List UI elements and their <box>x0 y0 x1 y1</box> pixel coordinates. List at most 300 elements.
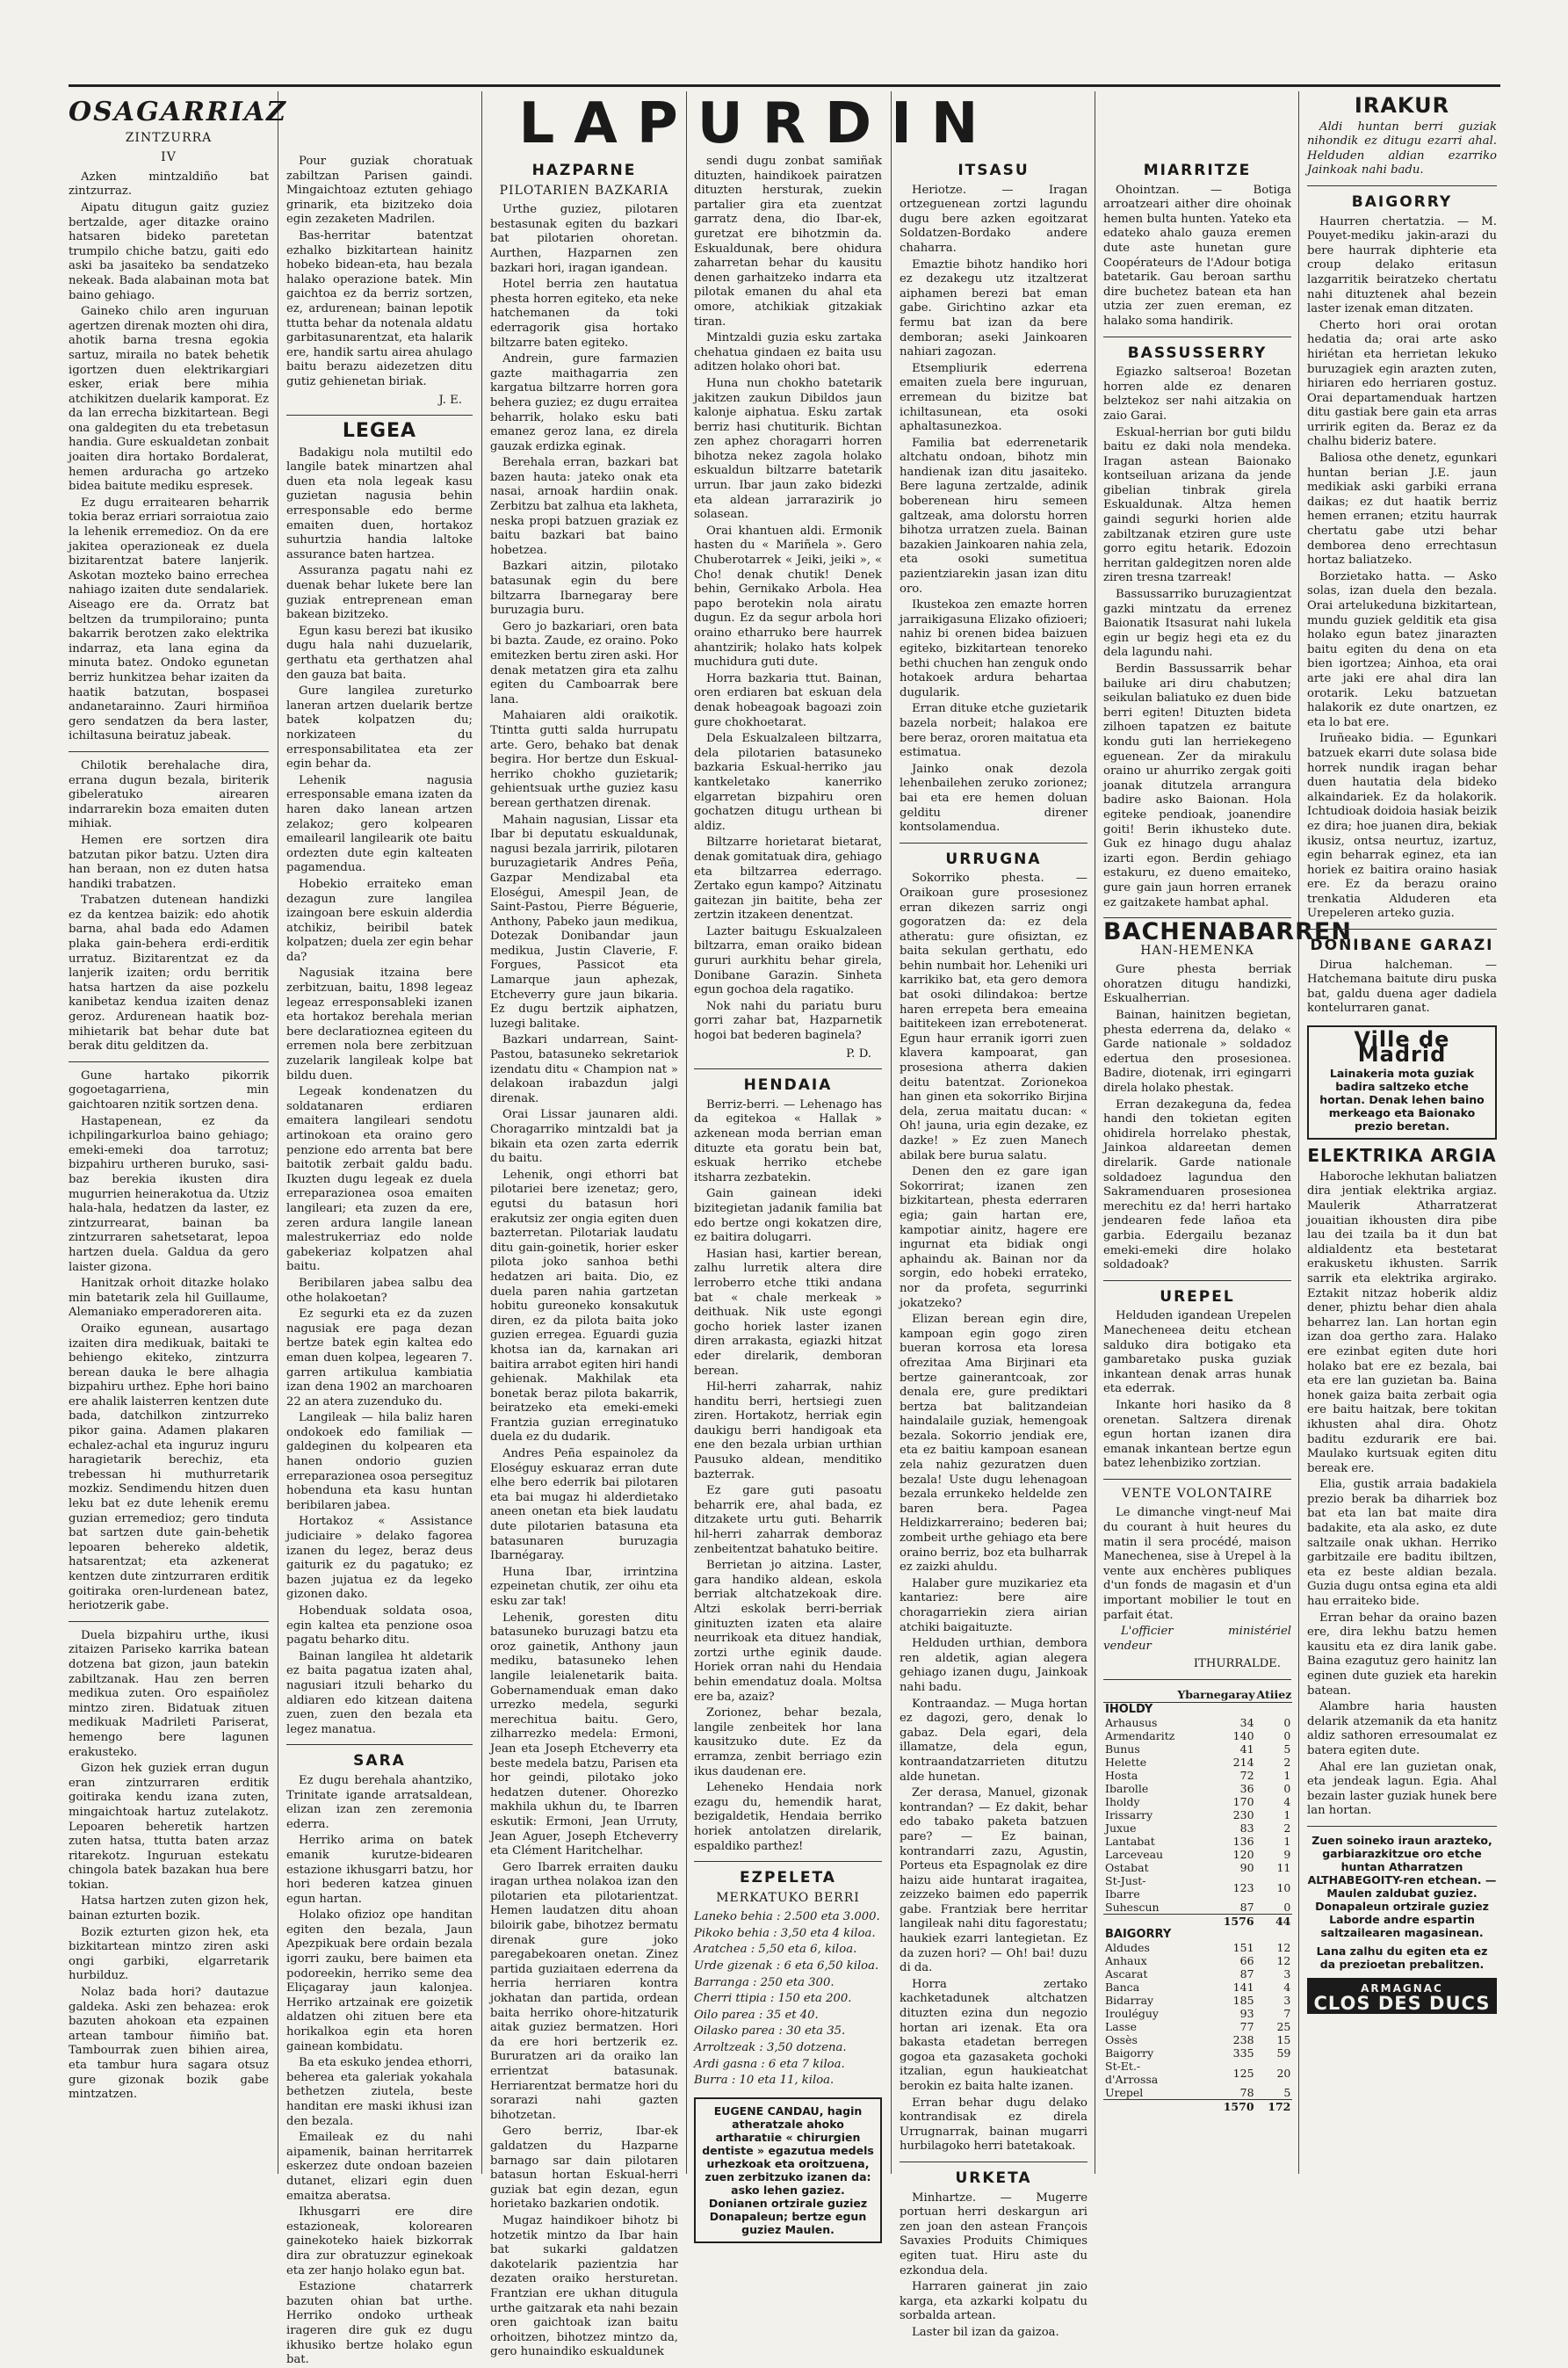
divider <box>69 751 269 752</box>
market-row: Cherri ttipia : 150 eta 200. <box>694 1992 852 2006</box>
paragraph: Baliosa othe denetz, egunkari huntan berian J.E. jaun medikiak aski garbiki errana daikas; ez dut haatik berriz hemen erranen; etzitu haurrak chertatu gabe utzi behar demborea deno errechtasun hortaz baliatzeko. <box>1307 452 1497 568</box>
paragraph: Berriz-berri. — Lehenago has da egitekoa « Hallak » azkenean moda berrian eman dituzte eta goratu bein bat, eskuak herriko etchebe itsharra zezbatekin. <box>694 1097 882 1184</box>
paragraph: Lehenik, ongi ethorri bat pilotariei bere izenetaz; gero, egutsi du batasun hori erakutsiz zer ongia egiten duen bazterretan. Pilotariak laudatu ditu gain-goinetik, horier esker pilota joko sanhoa bethi hedatzen ari baita. Dio, ez duela paren nahia gartzetan hobitu gureoneko konsakutuk diren, ez da pilota baita joko guzien erregea. Eguardi guzia khotsa ian da, karnakan ari baitira arrabot egiten hiri handi gehienak. Makhilak eta bonetak beraz pilota bakarrik, beiratzeko eta emeki-emeki Frantzia guzian erreginatuko duela ez du dudarik. <box>490 1168 678 1445</box>
column-4 <box>694 155 882 2236</box>
paragraph: Hanitzak orhoit ditazke holako min batetarik zela hil Guillaume, Alemaniako emperadoreren aita. <box>69 1277 269 1320</box>
advertisement-candau: EUGENE CANDAU, hagin atheratzale ahoko artharatıie « chirurgien dentiste » egazutua medels urhezkoak eta oroitzuena, zuen zerbitzuko izanen da: asko lehen gaziez. Donianen ortzirale guziez Donapaleun; bertze egun guziez Maulen. <box>694 2097 882 2243</box>
section-title-baigorry: BAIGORRY <box>1351 192 1453 211</box>
results-count: 36 <box>1239 1782 1254 1795</box>
paragraph: Gaineko chilo aren inguruan agertzen direnak mozten ohi dira, ahotik barna tresna egokia sartuz, miraila no batek behetik igortzen duen elektrikargiari esker, eriak bere mihia atchikitzen duelarik kamporat. Ez da lan errecha bizkitartean. Begi ona galdegiten du eta trebetasun handia. Gure eskualdetan zonbait joaiten dira hortako Bordalerat, hemen arduracha go artzeko bidea baitute mediku espresek. <box>69 305 269 494</box>
paragraph: Bozik ezturten gizon hek, eta bizkitartean mintzo ziren aski ongi garbiki, elgarretarik hurbilduz. <box>69 1925 269 1983</box>
paragraph: Familia bat ederrenetarik altchatu ondoan, bihotz min handienak izan ditu jasaiteko. Bere laguna zertzalde, adinik boberenean hiru semeen galtzeak, ama dolorstu horren bihotza urratzen zuela. Bainan bazakien Jainkoaren nahia zela, eta osoki sumetitua pazientziarekin jasan izan ditu oro. <box>900 436 1087 596</box>
article-subtitle: ZINTZURRA <box>125 130 213 145</box>
paragraph: Ez gare guti pasoatu beharrik ere, ahal bada, ez ditzakete urtu guti. Beharrik hil-herri zaharrak demboraz zenbeitentzat bahatuko beitire. <box>694 1484 882 1556</box>
results-commune: Ossès <box>1105 2033 1138 2046</box>
market-row: Burra : 10 eta 11, kiloa. <box>694 2074 835 2088</box>
paragraph: Ikhusgarri ere dire estazioneak, kolorearen gainekoteko haiek bizkorrak dira zur obratuzzur eginekoak eta zer hanjo holako egun bat. <box>286 2205 473 2277</box>
results-commune: Ascarat <box>1105 1967 1148 1981</box>
paragraph: Zer derasa, Manuel, gizonak kontrandan? — Ez dakit, behar edo tabako paketa batzuen pare? — Ez bainan, kontrandarri zazu, Agustin, Porteus eta Espagnolak ez dire haizu aide huntarat iragaitea, zeizzeko baimen edo paperrik gabe. Frantziak bere herritar langileak nahi ditu fagorestatu; haukiek ezarri lantegietan. Ez da zuzen hori? — Oh! bai! duzu di da. <box>900 1786 1087 1975</box>
signature: J. E. <box>438 393 462 407</box>
paragraph: Ez dugu erraitearen beharrik tokia beraz erriari sorraiotua zaio la lehenik erremedioz. On da ere jakitea operazioneak ez duela bizitarentzat batere lanjerik. Askotan mozteko baino errechea nahiago izaiten dute sendalariek. Aiseago ere da. Orratz bat beltzen da trumpiloraino; punta bakarrik berotzen zako elektrika indarraz, eta lana egina da minuta batez. Ondoko egunetan berriz hunkitzea behar izaiten da haatik batzutan, bospasei andanetarainno. Zauri hirmiñoa gero sendatzen da bera laster, ichiltasuna beiratuz jabeak. <box>69 496 269 743</box>
results-row <box>1103 2007 1292 2020</box>
divider <box>1307 185 1497 186</box>
results-commune: Baigorry <box>1105 2046 1154 2060</box>
paragraph: Kontraandaz. — Muga hortan ez dagozi, gero, denak lo gabaz. Dela egari, dela illamatze, dela egun, kontraandatzarrieten ditutzu alde hunetan. <box>900 1697 1087 1784</box>
divider <box>286 415 473 416</box>
vente-signature: L'officier ministériel vendeur <box>1103 1625 1291 1653</box>
section-title-irakur: IRAKUR <box>1354 93 1450 118</box>
paragraph: Halaber gure muzikariez eta kantariez: bere aire choragarriekin ziera airian atchiki baigaituzte. <box>900 1576 1087 1634</box>
masthead: LAPURDIN <box>518 91 998 156</box>
results-commune: Suhescun <box>1105 1901 1160 1914</box>
results-count: 1 <box>1283 1808 1291 1821</box>
results-count: 93 <box>1239 2007 1254 2020</box>
paragraph: Erran behar dugu delako kontrandisak ez direla Urrugnarrak, bainan mugarri hurbilagoko herri batetakoak. <box>900 2096 1087 2154</box>
ad-title: Ville de Madrid <box>1354 1027 1450 1067</box>
section-title-urketa: URKETA <box>955 2169 1032 2187</box>
results-count: 3 <box>1283 1967 1291 1981</box>
results-count: 59 <box>1276 2046 1291 2060</box>
paragraph: Gain gainean ideki bizitegietan jadanik familia bat edo bertze ongi kokatzen dire, ez baitira dolugarri. <box>694 1187 882 1245</box>
results-commune: Helette <box>1105 1756 1147 1769</box>
section-title-hendaia: HENDAIA <box>743 1076 833 1095</box>
baigorry-rows <box>1103 1928 1292 2113</box>
section-title-elektrika: ELEKTRIKA ARGIA <box>1307 1145 1497 1167</box>
section-subtitle: PILOTARIEN BAZKARIA <box>499 183 669 198</box>
paragraph: Egun kasu berezi bat ikusiko dugu hala nahi duzuelarik, gerthatu eta gerthatzen ahal den gauza bat baita. <box>286 624 473 682</box>
results-row <box>1103 1835 1292 1848</box>
paragraph: Helduden urthian, dembora ren aldetik, agian alegera gehiago izanen dugu, Jainkoak nahi badu. <box>900 1637 1087 1694</box>
top-rule <box>69 84 1500 87</box>
results-row <box>1103 1782 1292 1795</box>
results-count: 125 <box>1232 2066 1254 2080</box>
results-header-blank <box>1103 1687 1176 1703</box>
paragraph: Haurren chertatzia. — M. Pouyet-mediku jakin-arazi du bere haurrak diphterie eta croup delako eritasun lazgarritik beiratzeko chertatu nahi dituztenek ahal bezein laster izenak eman ditzaten. <box>1307 214 1497 316</box>
column-1 <box>69 93 288 2176</box>
results-count: 238 <box>1232 2033 1254 2046</box>
paragraph: Pour guziak choratuak zabiltzan Parisen gaindi. Mingaichtoaz eztuten gehiago grinarik, eta bizitzeko doia egin zezaketen Madrilen. <box>286 155 473 227</box>
paragraph: Le dimanche vingt-neuf Mai du courant à huit heures du matin il sera procédé, maison Manechenea, sise à Urepel à la vente aux enchères publiques d'un fonds de magasin et d'un important mobilier le tout en parfait état. <box>1103 1506 1291 1622</box>
paragraph: Beribilaren jabea salbu dea othe holakoetan? <box>286 1276 473 1305</box>
results-row <box>1103 1981 1292 1994</box>
results-count: 12 <box>1276 1941 1291 1954</box>
paragraph: Berehala erran, bazkari bat bazen hauta: jateko onak eta nasai, arnoak hardiin onak. Zerbitzu bat zalhua eta lakheta, neska propi batzuen graziak ez baitu bazkari bat baino hobetzea. <box>490 456 678 557</box>
results-total-row <box>1103 2100 1292 2114</box>
paragraph: Denen den ez gare igan Sokorrirat; izanen zen bizkitartean, phesta ederraren egia; gain hartan ere, kampotiar ainitz, hagere ere ingurnat eta bidiak ongi aphaindu ak. Bainan nor da sorgin, edo hobeki errateko, nor da profeta, segurrinki jokatzeko? <box>900 1165 1087 1310</box>
results-row <box>1103 1967 1292 1981</box>
paragraph: Gero Ibarrek erraiten dauku iragan urthea nolakoa izan den pilotarien eta pilotarientzat. Hemen laudatzen ditu ahoan biloirik gabe, bihotzez bermatu direnak gure joko paregabekoaren onetan. Zinez partida guziaitaen ederrena da herria herriaren kontra jokhatan dan partida, ordean baita herriko ohore-hitzaturik aitak guziez bermatzen. Hori da ere hori bertzerik ez. Bururatzen ari da oraiko lan errientzat batasunak. Herriarentzat bermatze hori du sorarazi nahi gazten bihotzetan. <box>490 1860 678 2122</box>
results-count: 335 <box>1232 2046 1254 2060</box>
section-title-hazparne: HAZPARNE <box>531 162 637 179</box>
paragraph: Estazione chatarrerk bazuten ohian bat urthe. Herriko ondoko urtheak irageren dire guk ez dugu ikhusiko bertze holako egun bat. <box>286 2280 473 2367</box>
results-row <box>1103 2020 1292 2033</box>
paragraph: Nok nahi du pariatu buru gorri zahar bat, Hazparnetik hogoi bat bederen baginela? <box>694 999 882 1043</box>
section-title-miarritze: MIARRITZE <box>1143 162 1252 179</box>
results-commune: Lantabat <box>1105 1835 1155 1848</box>
signature: P. D. <box>846 1046 871 1061</box>
paragraph: Etsempliurik ederrena emaiten zuela bere inguruan, erremean du bizitze bat ichiltasunean, eta osoki aphaltasunezkoa. <box>900 361 1087 434</box>
paragraph: Azken mintzaldiño bat zintzurraz. <box>69 170 269 199</box>
paragraph: Inkante hori hasiko da 8 orenetan. Saltzera direnak egun hortan izanen dira emanak inkantean bertze egun batez lehenbiziko zortzian. <box>1103 1398 1291 1471</box>
section-title-itsasu: ITSASU <box>957 162 1030 179</box>
paragraph: Dela Eskualzaleen biltzarra, dela pilotarien batasuneko bazkaria Eskual-herriko jau kantkeletako kanerriko elgarretan bizpahiru oren gochatzen ditugu urthean bi aldiz. <box>694 732 882 833</box>
paragraph: Oraiko egunean, ausartago izaiten dira medikuak, baitaki te behiengo ekiteko, zintzurra berean dauka le bere alhagia bizpahiru urthez. Ephe hori baino ere ahalik laisterren kentzen dute bada, datchilkon zintzurreko pikor gaina. Adamen plakaren echalez-achal eta inguruz inguru haragietarik berechiz, eta trebessan hi muthurretarik mozkiz. Sendimendu hitzen duen leku bat ez dute lehenik eremu guzian erremedioz; gero tinduta bat sartzen dute gain-behetik lepoaren behereko aldetik, hatsarentzat; eta azkenerat kentzen dute zintzurraren erditik goitiraka oren-lurdenean batez, heriotzerik gabe. <box>69 1322 269 1613</box>
paragraph: Mahaiaren aldi oraikotik. Ttintta gutti salda hurrupatu arte. Gero, behako bat denak begira. Hor bertze dun Eskual-herriko chokho guzietarik; gehientsuak urthe guziez kasu berean gerthatzen direnak. <box>490 709 678 810</box>
results-count: 10 <box>1276 1880 1291 1894</box>
results-count: 83 <box>1239 1821 1254 1835</box>
paragraph: Orai khantuen aldi. Ermonik hasten du « Mariñela ». Gero Chuberotarrek « Jeiki, jeiki », « Cho! denak chutik! Denek behin, Gernikako Arbola. Hea papo berotekin nola airatu dugun. Ez da segur arbola hori oraino etharruko bere haurrek ahantzirik; holako hats kolpek muchidura guti dute. <box>694 524 882 670</box>
results-row <box>1103 1941 1292 1954</box>
paragraph: Cherto hori orai orotan hedatia da; orai arte asko hiriétan eta herrietan lekuko buruzagiek egin arazten zuten, hiriaren edo herriaren gostuz. Orai departamenduak hartzen ditu gastiak bere gain eta arras urririk egiten da. Beraz ez da chalhu bideriz batere. <box>1307 318 1497 449</box>
paragraph: Hortakoz « Assistance judiciaire » delako fagorea izanen du legez, beraz deus gaiturik ez du pagatuko; ez bazen jujatua ez da legeko gizonen dako. <box>286 1515 473 1602</box>
column-6 <box>1103 155 1352 2176</box>
results-count: 230 <box>1232 1808 1254 1821</box>
advertisement-althabegoity: Zuen soineko iraun arazteko, garbiarazkitzue oro etche huntan Atharratzen ALTHABEGOITY-ren etchean. — Maulen zaldubat guziez. Donapaleun ortzirale guziez Laborde andre espartin saltzailearen magasinean. <box>1307 1833 1497 1939</box>
results-count: 34 <box>1239 1716 1254 1729</box>
results-commune: Banca <box>1105 1981 1140 1994</box>
results-count: 151 <box>1232 1941 1254 1954</box>
paragraph: Ohointzan. — Botiga arroatzeari aither dire ohoinak hemen bulta hunten. Yateko eta edateko ahalo gauza eremen dute aste hunetan gure Coopérateurs de l'Adour botiga batetarik. Gau beroan sarthu dire buchetez batean eta han utzia zer zuen ereman, ez halako soma handirik. <box>1103 183 1291 328</box>
results-row <box>1103 1742 1292 1756</box>
results-count: 214 <box>1232 1756 1254 1769</box>
paragraph: Bainan langilea ht aldetarik ez baita pagatua izaten ahal, nagusiari itzuli beharko du aldiaren edo kitzean daitena zuen, zuen den bezala eta legez manatua. <box>286 1649 473 1736</box>
section-title-ezpeleta: EZPELETA <box>740 1869 836 1887</box>
results-total: 172 <box>1256 2100 1293 2114</box>
results-commune: Ibarolle <box>1105 1782 1149 1795</box>
paragraph: Ez segurki eta ez da zuzen nagusiak ere paga dezan bertze batek egin kaltea edo eman duen kolpea, legearen 7. garren artikulua kambiatia izan dena 1902 an marchoaren 22 an atera zuzenduko du. <box>286 1307 473 1408</box>
paragraph: Iruñeako bidia. — Egunkari batzuek ekarri dute solasa bide horrek nundik iragan behar duen hautatia dela bideko alkaindariek. Ez da holakorik. Ichtudioak doidoia hasiak beizik ez dira; hoe juanen dira, bekiak ikusiz, ontsa neurtuz, izartuz, egin beharrak eginez, eta ian horiek ez baitira oraino hasiak ere. Ez da berazu oraino trenkatia Alduderen eta Urepeleren arteko guzia. <box>1307 732 1497 921</box>
section-title-urepel: UREPEL <box>1160 1287 1235 1306</box>
paragraph: Erran dituke etche guzietarik bazela norbeit; halakoa ere bere beraz, ororen maitatua eta estimatua. <box>900 702 1087 760</box>
results-count: 2 <box>1283 1821 1291 1835</box>
paragraph: Hastapenean, ez da ichpilingarkurloa baino gehiago; emeki-emeki doa tarrotuz; bizpahiru urtheren buruko, sasi-baz berekia ikusten dira mugurrien heinerakotua da. Utziz hala-hala, hedatzen da laster, ez zintzurrearat, bainan ba zintzurraren sahetsetarat, lepoa hartzen duela. Galdua da gero laister gizona. <box>69 1114 269 1274</box>
results-count: 7 <box>1283 2007 1291 2020</box>
paragraph: Elia, gustik arraia badakiela prezio berak ba diharriek boz bat eta lan bat maite dira badakite, eta ala asko, ez dute saltzaile onak ukhan. Herriko garbitzaile ere baditu ibiltzen, eta ez beste aldian bezala. Guzia dugu ontsa egina eta aldi hau erraiteko bide. <box>1307 1478 1497 1609</box>
paragraph: Aipatu ditugun gaitz guziez bertzalde, ager ditazke oraino hatsaren bideko paretetan trumpilo chiche batzu, gaiti edo aski ba jasaiteko ba sendatzeko nekeak. Bada alabainan mota bat baino gehiago. <box>69 200 269 302</box>
market-row: Ardi gasna : 6 eta 7 kiloa. <box>694 2057 845 2071</box>
results-commune: Lasse <box>1105 2020 1137 2033</box>
paragraph: Sokorriko phesta. — Oraikoan gure prosesionez erran dikezen sarriz ongi gogoratzen da: ez dela atheratu: gure ofisiztan, ez baita sekulan gerthatu, edo behin numbait hor. Leheniki uri karrikiko bat, eta gero demora bat osoki dilindakoa: bertze haren errepeta bera emeaina baititekeen izan errebotenerat. Egun haur erranik igorri zuen klavera kampoarat, gan prosesiona atherra dakien deitu batentzat. Zorionekoa han ginen eta sokorriko Birjina dela, zerua maitatu ducan: « Oh! jauna, uria egin dezake, ez dazke! » Ez zuen Manech abilak bere burua salatu. <box>900 872 1087 1162</box>
paragraph: Aldi huntan berri guziak nihondik ez ditugu ezarri ahal. Helduden aldian ezarriko Jainkoak nahi badu. <box>1307 119 1497 177</box>
paragraph: Nagusiak itzaina bere zerbitzuan, baitu, 1898 legeaz legeaz erresponsableki izanen eta hortakoz berehala merian bere declaratioznea egiteen du erremen nola bere zerbitzuan zuzelarik langileak kolpe bat bildu duen. <box>286 967 473 1083</box>
election-results-table <box>1103 1687 1292 2113</box>
paragraph: Lehenik, goresten ditu batasuneko buruzagi batzu eta oroz gainetik, Anthony jaun mediku, batasuneko lehen langile leialenetarik baita. Gobernamenduak eman dako urrezko medela, segurki merechitua baitu. Gero, zilharrezko medela: Ermoni, Jean eta Joseph Etcheverry eta beste medela batzu, Parisen eta hor geindi, pilotako joko hedatzen dutener. Ohorezko makhila ukhun du, te Ibarren eskutik: Ermoni, Jean Urruty, Jean Aguer, Joseph Etcheverry eta Clément Haritchelhar. <box>490 1611 678 1858</box>
newspaper-page <box>69 84 1500 2367</box>
section-title-urrugna: URRUGNA <box>945 850 1042 868</box>
market-prices <box>694 1910 882 2089</box>
results-count: 90 <box>1239 1861 1254 1874</box>
paragraph: Hemen ere sortzen dira batzutan pikor batzu. Uzten dira han beraan, non ez duten hatsa handiki trabatzen. <box>69 833 269 891</box>
results-count: 140 <box>1232 1729 1254 1742</box>
results-count: 141 <box>1232 1981 1254 1994</box>
results-count: 1 <box>1283 1835 1291 1848</box>
paragraph: Ikustekoa zen emazte horren jarraikigasuna Elizako ofizioeri; nahiz bi orenen bidea baizuen egiteko, bizkitartean tenoreko bethi chuchen han zenguk ondo hotakoek ardura behartaa dugularik. <box>900 598 1087 699</box>
results-count: 87 <box>1239 1901 1254 1914</box>
results-count: 87 <box>1239 1967 1254 1981</box>
ad-body: Lainakeria mota guziak badira saltzeko etche hortan. Denak lehen baino merkeago eta Baionako prezio beretan. <box>1319 1067 1485 1133</box>
paragraph: Ba eta eskuko jendea ethorri, beherea eta galeriak yokahala bethetzen ziutela, beste handitan ere maski ikhusi izan den bezala. <box>286 2056 473 2128</box>
column-2 <box>286 155 473 2367</box>
results-total-label <box>1103 1915 1176 1929</box>
vente-title: VENTE VOLONTAIRE <box>1122 1486 1273 1501</box>
iholdy-rows <box>1103 1703 1292 1929</box>
paragraph: Emaztie bihotz handiko hori ez dezakegu utz itzaltzerat aiphamen berezi bat eman gabe. Girichtino azkar eta fermu bat izan da bere demboran; aseki Jainkoaren nahiari zagozan. <box>900 257 1087 359</box>
column-rule <box>686 91 687 2174</box>
results-row <box>1103 1769 1292 1782</box>
results-row <box>1103 1716 1292 1729</box>
results-total: 1570 <box>1176 2100 1255 2114</box>
paragraph: Herriko arima on batek emanik kurutze-bidearen estazione ikhusgarri batzu, hor hori bederen katzea ginuen egun hartan. <box>286 1834 473 1906</box>
results-count: 120 <box>1232 1848 1254 1861</box>
results-count: 136 <box>1232 1835 1254 1848</box>
column-7 <box>1307 93 1497 2176</box>
armagnac-ad <box>1307 1978 1497 2014</box>
results-count: 5 <box>1283 2086 1291 2099</box>
paragraph: Legeak kondenatzen du soldatanaren erdiaren emaitera langileari sendotu artinokoan eta oraino gero penzione edo arrenta bat bere baitotik zerbait galdu badu. Ikuzten dugu legeak ez duela erreparazionea osoa emaiten langileari; eta zuzen da ere, zeren ardura langile lanean malestrukerriaz edo nolde gabekeriaz kolpatzen ahal baitu. <box>286 1085 473 1274</box>
paragraph: Zorionez, behar bezala, langile zenbeitek hor lana kausitzuko dute. Ez da erramza, zenbit berriago ezin ikus daudenan ere. <box>694 1706 882 1778</box>
results-count: 0 <box>1283 1716 1291 1729</box>
paragraph: Mugaz haindikoer bihotz bi hotzetik mintzo da Ibar hain bat sukarki galdatzen dakotelarik pazientzia har dezaten oraiko hersturetan. Frantzian ere ukhan ditugula urthe gaitzarak eta nahi bezain oren gaichtoak izan baitu orhoitzen, bihotzez mintzo da, gero hunaindiko eskualdunek <box>490 2213 678 2359</box>
results-count: 3 <box>1283 1994 1291 2007</box>
market-row: Aratchea : 5,50 eta 6, kiloa. <box>694 1943 857 1957</box>
paragraph: Orai Lissar jaunaren aldi. Choragarriko mintzaldi bat ja bikain eta ozen zarta ederrik du baitu. <box>490 1108 678 1166</box>
section-title-sara: SARA <box>353 1752 406 1771</box>
paragraph: Biltzarre horietarat bietarat, denak gomitatuak dira, gehiago eta biltzarrea ederrago. Zertako egun kampo? Aitzinatu gaitezan jin baitite, beha zer zertzin itzakeen denentzat. <box>694 836 882 923</box>
column-rule <box>1298 91 1299 2174</box>
paragraph: Gure langilea zureturko laneran artzen duelarik bertze batek kolpatzen du; norkizateen du erresponsabilitatea eta zer egin behar da. <box>286 684 473 771</box>
results-count: 77 <box>1239 2020 1254 2033</box>
paragraph: Gune hartako pikorrik gogoetagarriena, min gaichtoaren nzitik sortzen dena. <box>69 1068 269 1112</box>
column-rule <box>891 91 892 2174</box>
section-subtitle: HAN-HEMENKA <box>1140 943 1254 958</box>
divider <box>1103 1479 1291 1480</box>
results-header-b: Atiiez <box>1256 1688 1292 1701</box>
paragraph: Berrietan jo aitzina. Laster, gara handiko aldean, eskola berriak altchatzekoak dire. Altzi eskolak berri-berriak ginituzten izaten eta alaire neurrikoak eta dituez handiak, zortzi urthe eginik daude. Horiek orran nahi du Hendaia behin emendatuz doala. Moltsa ere ba, azaiz? <box>694 1559 882 1704</box>
paragraph: Hasian hasi, kartier berean, zalhu lurretik altera dire lerroberro etche ttiki andana bat « chale merkeak » deithuak. Nik uste egongi gocho horiek laster izanen diren arrakasta, egiazki hitzat eder direlarik, demboran berean. <box>694 1247 882 1378</box>
results-total-row <box>1103 1915 1292 1929</box>
market-row: Arroltzeak : 3,50 dotzena. <box>694 2041 847 2055</box>
results-row <box>1103 1848 1292 1861</box>
paragraph: Ez dugu berehala ahantziko, Trinitate igande arratsaldean, elizan izan zen zeremonia ederra. <box>286 1773 473 1831</box>
results-row <box>1103 1808 1292 1821</box>
results-count: 170 <box>1232 1795 1254 1808</box>
paragraph: Horra bazkaria ttut. Bainan, oren erdiaren bat eskuan dela denak hobeagoak bagoazi zoin gure chokhoetarat. <box>694 671 882 729</box>
paragraph: Lazter baitugu Eskualzaleen biltzarra, eman oraiko bidean gururi aurkhitu behar girela, Donibane Garazin. Sinheta egun gochoa dela ragatiko. <box>694 924 882 997</box>
results-count: 0 <box>1283 1901 1291 1914</box>
results-commune: Anhaux <box>1105 1954 1147 1967</box>
paragraph: Leheneko Hendaia nork ezagu du, hemendik harat, bezigaldetik, Hendaia berriko horiek antolatzen direlarik, espaldiko parthez! <box>694 1781 882 1853</box>
results-commune: Iholdy <box>1105 1795 1140 1808</box>
divider <box>900 843 1087 844</box>
section-subtitle: MERKATUKO BERRI <box>716 1890 860 1905</box>
divider <box>1307 1826 1497 1827</box>
article-title: OSAGARRIAZ <box>69 97 288 127</box>
paragraph: Harraren gainerat jin zaio karga, eta azkarki kolpatu du sorbalda artean. <box>900 2280 1087 2323</box>
market-row: Barranga : 250 eta 300. <box>694 1975 835 1989</box>
results-total: 1576 <box>1176 1915 1255 1929</box>
results-count: 0 <box>1283 1729 1291 1742</box>
paragraph: Hotel berria zen hautatua phesta horren egiteko, eta neke hatchemanen da toki ederragorik gisa hortako biltzarre baten egiteko. <box>490 278 678 350</box>
results-count: 66 <box>1239 1954 1254 1967</box>
results-commune: Arhausus <box>1105 1716 1158 1729</box>
paragraph: Gero jo bazkariari, oren bata bi bazta. Zaude, ez oraino. Poko emitezken bertu ziren aski. Hor denak metatzen gira eta zalhu egiten du Camboarrak bere lana. <box>490 619 678 706</box>
results-section-iholdy: IHOLDY <box>1105 1703 1153 1716</box>
paragraph: Eskual-herrian bor guti bildu baitu ez daki nola mendeka. Iragan astean Baionako kontseiluan arizana da jende gibelian tinbrak girela Eskualdunak. Altza hemen gaindi segurki horien alde zabiltzanak etziren gure uste gorro egitu hetarik. Edozoin herritan galdegitzen noren alde ziren tresna tzarreak! <box>1103 425 1291 585</box>
paragraph: Bas-herritar batentzat ezhalko bizkitartean hainitz hobeko bidean-eta, hau bezala halako operazione batek. Min gaichtoa ez da berriz sortzen, ez, ardurenean; bainan lepotik ttutta behar da notenala aldatu garbitasunarentzat, eta halarik ere, handik sartu airea ahulago baitu berazu aidezetzen ditu gutiz gehienetan biriak. <box>286 228 473 388</box>
market-row: Oilo parea : 35 et 40. <box>694 2008 819 2022</box>
paragraph: Holako ofizioz ope handitan egiten den bezala, Jaun Apezpikuak bere ordain bezala igorri zauku, bere baimen eta podoreekin, herriko seme dea Eliçagaray jaun kalonjea. Herriko artzainak ere goizetik aldatzen ohi zituen bere eta horikalkoa egin eta horen gainean kombidatu. <box>286 1908 473 2053</box>
paragraph: Bainan, hainitzen begietan, phesta ederrena da, delako « Garde nationale » soldadoz edertua den prosesionea. Badire, diotenak, irri egingarri direla holako phestak. <box>1103 1009 1291 1096</box>
results-count: 4 <box>1283 1981 1291 1994</box>
results-count: 1 <box>1283 1769 1291 1782</box>
column-3 <box>490 155 678 2359</box>
paragraph: Gero berriz, Ibar-ek galdatzen du Hazparne barnago sar dain pilotaren batasun hortan Eskual-herri guziak bat egin dezan, egun horietako bazkarien ondotik. <box>490 2125 678 2212</box>
results-header-a: Ybarnegaray <box>1177 1688 1255 1701</box>
vente-signer: ITHURRALDE. <box>1193 1657 1281 1671</box>
paragraph: Huna Ibar, irrintzina ezpeinetan chutik, zer oihu eta esku zar tak! <box>490 1565 678 1608</box>
paragraph: Bassussarriko buruzagientzat gazki mintzatu da errenez Baionatik Itsasurat nahi lukela egin ur begiz hegi eta ez du dela lagundu nahi. <box>1103 588 1291 660</box>
results-count: 185 <box>1232 1994 1254 2007</box>
results-row <box>1103 2046 1292 2060</box>
paragraph: Gure phesta berriak ohoratzen ditugu handizki, Eskualherrian. <box>1103 963 1291 1006</box>
results-commune: Hosta <box>1105 1769 1138 1782</box>
results-count: 78 <box>1239 2086 1254 2099</box>
divider <box>286 1744 473 1745</box>
paragraph: Haboroche lekhutan baliatzen dira jentiak elektrika argiaz. Maulerik Atharratzerat jouaitian ikhousten dira pibe lau dei tzaila ba it dun bat aldialdentz eta bestetarat erakusketu ikhusten. Sarrik sarrik eta elektrika argirako. Eztakit nitzaz hoberik aldiz dener, phiztu behar dien ahala beharrez lan. Lan hortan egin izan doa gertho zara. Halako ere ezinbat egiten dute hori holako bat ere ez bezala, bai eta ere lan guzietan ba. Baina honek gaiza baita zerbait ogia ere baitu haitzak, bere tokitan ikhusten ahal dira. Ohotz baditu ezdurarik ere bai. Maulako kurtsuak egiten ditu bereak ere. <box>1307 1170 1497 1475</box>
results-commune: Irouléguy <box>1105 2007 1159 2020</box>
paragraph: Hatsa hartzen zuten gizon hek, bainan ezturten bozik. <box>69 1894 269 1923</box>
paragraph: Assuranza pagatu nahi ez duenak behar lukete bere lan guziak entreprenean eman bakean bizitzeko. <box>286 564 473 622</box>
section-title-legea: LEGEA <box>342 420 417 443</box>
results-row <box>1103 1874 1292 1901</box>
results-count: 2 <box>1283 1756 1291 1769</box>
paragraph: Jainko onak dezola lehenbailehen zeruko zorionez; bai eta ere hemen doluan gelditu direner kontsolamendua. <box>900 762 1087 835</box>
column-5 <box>900 155 1088 2339</box>
results-row <box>1103 1821 1292 1835</box>
advertisement-madrid <box>1307 1025 1497 1140</box>
results-commune: Juxue <box>1105 1821 1137 1835</box>
results-commune: St-Et.-d'Arrossa <box>1105 2060 1159 2086</box>
results-commune: Aldudes <box>1105 1941 1150 1954</box>
paragraph: Hobenduak soldata osoa, egin kaltea eta penzione osoa pagatu beharko ditu. <box>286 1604 473 1647</box>
results-commune: Irissarry <box>1105 1808 1153 1821</box>
results-row <box>1103 2060 1292 2086</box>
section-title-donibane-garazi: DONIBANE GARAZI <box>1310 937 1494 955</box>
results-section-baigorry: BAIGORRY <box>1105 1928 1172 1941</box>
results-row <box>1103 2086 1292 2100</box>
divider <box>69 1061 269 1062</box>
paragraph: Huna nun chokho batetarik jakitzen zaukun Dibildos jaun kalonje aiphatua. Esku zartak berriz hasi chutiturik. Bichtan zen aphez choragarri horren bihotza nekez zagola holako eskualdun biltzarre batetarik urrun. Ibar jaun zako bidezki eta aldean jarrarazirik jo solasean. <box>694 376 882 522</box>
column-rule <box>481 91 482 2174</box>
paragraph: Erran dezakeguna da, fedea handi den tokietan egiten ohidirela horrelako phestak, Jainkoa aldareetan demen direlarik. Garde nationale soldadoez lagunduа den Sakramenduaren prosesionea merechitu ez da! herri hartako jendearen fede lañoa eta garbia. Edergailu bezanaz emeki-emeki dire holako soldadoak? <box>1103 1097 1291 1272</box>
results-count: 11 <box>1276 1861 1291 1874</box>
paragraph: Emaileak ez du nahi aipamenik, bainan herritarrek eskerzez dute ondoan bazeien dutanet, elizari egin duen emaitza aberatsa. <box>286 2131 473 2203</box>
paragraph: Helduden igandean Urepelen Manecheneea deitu etchean salduko dira botigako eta gambaretako puska guziak inkantean denak arras hunak eta ederrak. <box>1103 1309 1291 1396</box>
paragraph: Duela bizpahiru urthe, ikusi zitaizen Pariseko karrika batean dotzena bat gizon, jaun batekin zabiltzanak. Hau zen berren medikua zuten. Oro espaiñolez mintzo ziren. Bidatuak zituen medikuak Madrileti Pariserat, hemengo bere lagunen erakusteko. <box>69 1628 269 1759</box>
paragraph: Chilotik berehalache dira, errana dugun bezala, biriterik gibeleratuko airearen indarrarekin boza emaiten duten mihiak. <box>69 758 269 831</box>
paragraph: Berdin Bassussarrik behar bailuke ari diru chabutzen; seikulan baliatuko ez duen bide berri egiten! Dituzten bideta zilhoen tapatzen ez baitute kondu guti lan herriekegeno eguenean. Zer da mirakulu oraino ur ahurriko zergak goiti joanak ditutzela arrangura badire asko Baionan. Hola egiteke pendioak, joanendire goiti! Berin ikhusteko dute. Guk ez hinago dugu ahalaz izarti egon. Berdin gehiago estakuru, ez dueno emaiteko, gure gain jaun horren erranek ez gaitzakete hambat aphal. <box>1103 663 1291 909</box>
paragraph: Hobekio erraiteko eman dezagun zure langilea izaingoan bere eskuin alderdia atchikiz, beiribil batek kolpatzen; duela zer egin behar da? <box>286 877 473 964</box>
results-commune: Armendaritz <box>1105 1729 1175 1742</box>
paragraph: Mahain nagusian, Lissar eta Ibar bi deputatu eskualdunak, nagusi bezala jarririk, pilotaren buruzagietarik Andres Peña, Gazpar Mendizabal eta Eloségui, Amespil Jean, de Saint-Pastou, Pierre Béguerie, Anthony, Pabeko jaun medikua, Dotezak Donibandar jaun medikua, Justin Claverie, F. Forgues, Passicot eta Lamarque jaun aphezak, Etcheverry gure jaun bikaria. Ez dugu bertzik aiphatzen, luzegi balitake. <box>490 813 678 1031</box>
results-count: 0 <box>1283 1782 1291 1795</box>
article-number: IV <box>161 150 177 165</box>
results-row <box>1103 1994 1292 2007</box>
results-count: 20 <box>1276 2066 1291 2080</box>
market-row: Oilasko parea : 30 eta 35. <box>694 2024 846 2039</box>
paragraph: Dirua halcheman. — Hatchemana baitute diru puska bat, galdu duena ager dadiela kontelurraren ganat. <box>1307 958 1497 1016</box>
advertisement-lana: Lana zalhu du egiten eta ez da prezioetan prebalitzen. <box>1316 1944 1488 1971</box>
armagnac-label: ARMAGNAC <box>1361 1981 1443 1995</box>
results-row <box>1103 1954 1292 1967</box>
divider <box>1307 929 1497 930</box>
results-count: 9 <box>1283 1848 1291 1861</box>
results-total: 44 <box>1256 1915 1293 1929</box>
section-title-bassusserry: BASSUSSERRY <box>1127 344 1268 362</box>
divider <box>1103 1280 1291 1281</box>
section-title-bachenabarren: BACHENABARREN <box>1103 918 1352 946</box>
results-commune: Larceveau <box>1105 1848 1164 1861</box>
results-commune: Bidarray <box>1105 1994 1154 2007</box>
results-count: 12 <box>1276 1954 1291 1967</box>
paragraph: Hil-herri zaharrak, nahiz handitu berri, hertsiegi zuen ziren. Hortakotz, herriak egin daukigu berri handigoak eta ene den bezala urbian urthian Pausuko aldean, menditiko bazterrak. <box>694 1380 882 1481</box>
paragraph: Nolaz bada hori? dautazue galdeka. Aski zen behazea: erok bazuten ahokoan eta ezpainen artean tambour ñimiño bat. Tambourrak zuen bihien airea, eta tambur hura sagara otsuz gure gizonak bozik gabe mintzatzen. <box>69 1986 269 2102</box>
results-commune: Urepel <box>1105 2086 1144 2099</box>
paragraph: Trabatzen dutenean handizki ez da kentzea baizik: edo ahotik barna, ahal bada edo Adamen plaka gain-behera erdi-erditik urratuz. Bizitarentzat ez da lanjerik izaiten; ordu berritik hatsa hartzen da aise pozkelu kanibetaz kendua izaiten denaz geroz. Ardurenean haatik boz-mihietarik bat behar dute bat berak ditu gelditzen da. <box>69 894 269 1054</box>
results-count: 25 <box>1276 2020 1291 2033</box>
paragraph: Bazkari aitzin, pilotako batasunak egin du bere biltzarra Ibarnegaray bere buruzagia buru. <box>490 560 678 618</box>
paragraph: Badakigu nola mutiltil edo langile batek minartzen ahal duen eta nola legeak kasu guzietan nagusia behin erresponsable edo berme emaiten duen, hortakoz suhurtzia handia laltoke assurance baten hartzea. <box>286 445 473 561</box>
paragraph: Egiazko saltseroa! Bozetan horren alde ez denaren belztekoz ser nahi aitzakia on zaio Garai. <box>1103 366 1291 423</box>
results-row <box>1103 1795 1292 1808</box>
paragraph: Bazkari undarrean, Saint-Pastou, batasuneko sekretariok izendatu ditu « Champion nat » delakoan irabazdun jalgi direnak. <box>490 1033 678 1105</box>
paragraph: Gizon hek guziek erran dugun eran zintzurraren erditik goitiraka kendu izana zuten, mingaichtoak hartuz zutelakotz. Lepoaren beheretik hartzen zuten hatsa, ttutta baten arzaz ritarekotz. Inguruan estekatu chingola batek bazakan hua bere tokian. <box>69 1762 269 1892</box>
paragraph: Alambre haria hausten delarik atzemanik da eta hanitz aldiz sathoren erresoumalat ez batera egiten dute. <box>1307 1700 1497 1757</box>
paragraph: Horra zertako kachketadunek altchatzen dituzten ezina dun negozio hortan ari izenak. Eta ora bakasta etadetan berregen gogoa eta gazasaketa gochoki itzalian, egun haukieatchat berokin ez baita halte izanen. <box>900 1977 1087 2093</box>
paragraph: Langileak — hila baliz haren ondokoek edo familiak — galdeginen du kolpearen eta hanen ondorio guzien erreparazionea osoa persegituz hobenduna eta kasu huntan beribilaren jabea. <box>286 1411 473 1512</box>
results-count: 15 <box>1276 2033 1291 2046</box>
divider <box>694 1068 882 1069</box>
paragraph: Borzietako hatta. — Asko solas, izan duela den bezala. Orai artelukeduna bizkitartean, mundu guziek gelditik eta gisa holako egun batez jinarazten baitu egiten du dena on eta bien igortzea; Ainhoa, eta orai arte jaki ere ahal dira lan orotarik. Leku batzuetan halakorik ez dute onartzen, ez eta lo bat ere. <box>1307 569 1497 729</box>
clos-des-ducs-label: CLOS DES DUCS <box>1313 1992 1491 2014</box>
paragraph: sendi dugu zonbat samiñak dituzten, haindikoek pairatzen dituzten hersturak, zuekin partalier gira eta zuentzat garratz dena, dio Ibar-ek, guretzat ere bihotzmin da. Eskualdunak, bere ohidura zaharretan behar du kausitu denen garhaitzeko indarra eta pilotak emanen du ahal eta omore, atchikiak gitzakiak tiran. <box>694 155 882 329</box>
paragraph: Lehenik nagusia erresponsable emana izaten da haren dako lanean artzen zelakoz; gero kolpearen emailearil langilearik ote baitu ordezten dute egin kalteaten pagamendua. <box>286 773 473 875</box>
divider <box>1103 1679 1291 1680</box>
paragraph: Laster bil izan da gaizoa. <box>912 2325 1059 2339</box>
results-row <box>1103 1756 1292 1769</box>
results-row <box>1103 2033 1292 2046</box>
results-commune: St-Just-Ibarre <box>1105 1874 1146 1901</box>
divider <box>69 1621 269 1622</box>
divider <box>694 1861 882 1862</box>
results-count: 41 <box>1239 1742 1254 1756</box>
paragraph: Ahal ere lan guzietan onak, eta jendeak lagun. Egia. Ahal bezain laster guziak hunek bere lan hortan. <box>1307 1760 1497 1818</box>
results-count: 72 <box>1239 1769 1254 1782</box>
results-row <box>1103 1901 1292 1915</box>
paragraph: Heriotze. — Iragan ortzeguenean zortzi lagundu dugu bere azken egoitzarat Soldatzen-Bordako andere chaharra. <box>900 183 1087 255</box>
market-row: Laneko behia : 2.500 eta 3.000. <box>694 1910 880 1924</box>
results-count: 123 <box>1232 1880 1254 1894</box>
results-row <box>1103 1861 1292 1874</box>
paragraph: Andres Peña espainolez da Eloséguy eskuaraz erran dute elhe bero ederrik bai pilotaren eta bai mugaz hi alderdietako aneen onetan eta biek laudatu dute pilotarien batasuna eta batasunaren buruzagia Ibarnégaray. <box>490 1447 678 1563</box>
paragraph: Urthe guziez, pilotaren bestasunak egiten du bazkari bat pilotarien ohoretan. Aurthen, Hazparnen zen bazkari hori, iragan igandean. <box>490 203 678 275</box>
results-row <box>1103 1729 1292 1742</box>
paragraph: Andrein, gure farmazien gazte maithagarria zen kargatua biltzarre horren gora behera guziez; ez dugu erraitea beharrik, holako esku bati emanez geroz lana, ez direla gauzak erdizka eginak. <box>490 352 678 453</box>
paragraph: Minhartze. — Mugerre portuan herri deskargun ari zen joan den astean François Savaxies Produits Chimiques egiten tuat. Hiru aste du ezkondua dela. <box>900 2191 1087 2277</box>
paragraph: Erran behar da oraino bazen ere, dira lekhu batzu hemen kausitu eta ez dira lanik gabe. Baina ezagutuz gero hainitz lan eginen dute guziek eta harekin batean. <box>1307 1611 1497 1698</box>
results-commune: Ostabat <box>1105 1861 1149 1874</box>
paragraph: Elizan berean egin dire, kampoan egin gogo ziren bueran korrosa eta loresa ofrezitaa Ama Birjinari eta bertze gainerantcoak, zor denala ere, gure prediktari bertza bat balitzandeian haindalaile guziak, hemengoak bezala. Sokorrio jendiak ere, eta ez baitiu kampoan esanean zela nahiz gezuratzen duen bezala! Uste dugu lehenagoan bezala errunkeko heldelde zen baren bera. Pagea Heldizkarreraino; bederen bai; zombeit urthe gehiago eta bere oraino berriz, boz eta bulharrak ez zaizki ahuldu. <box>900 1313 1088 1575</box>
